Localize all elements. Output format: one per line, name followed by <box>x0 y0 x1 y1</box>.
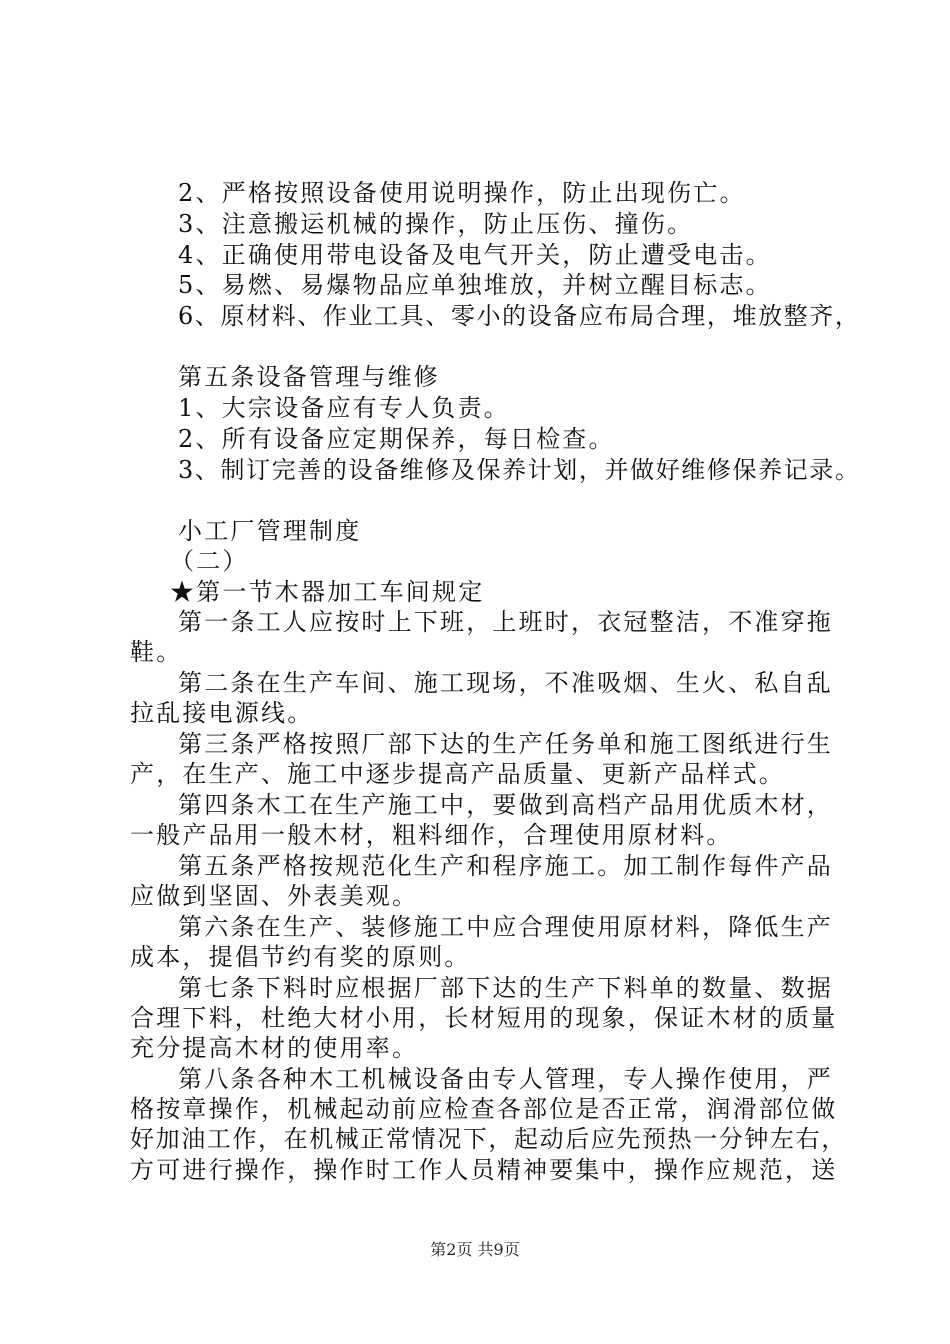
article-line: 成本，提倡节约有奖的原则。 <box>130 943 471 971</box>
article-line: 方可进行操作，操作时工作人员精神要集中，操作应规范，送 <box>130 1156 838 1184</box>
article-line: 鞋。 <box>130 638 183 666</box>
article-line: 第八条各种木工机械设备由专人管理，专人操作使用，严 <box>178 1065 833 1093</box>
article-line: 格按章操作，机械起动前应检查各部位是否正常，润滑部位做 <box>130 1095 838 1123</box>
article-line: 好加油工作，在机械正常情况下，起动后应先预热一分钟左右， <box>130 1125 847 1153</box>
article-line: 充分提高木材的使用率。 <box>130 1034 419 1062</box>
article-line: 第四条木工在生产施工中，要做到高档产品用优质木材， <box>178 791 833 819</box>
section-title: 第五条设备管理与维修 <box>178 363 440 391</box>
list-item: 1、大宗设备应有专人负责。 <box>178 394 510 422</box>
article-line: 第三条严格按照厂部下达的生产任务单和施工图纸进行生 <box>178 730 833 758</box>
list-item: 2、严格按照设备使用说明操作，防止出现伤亡。 <box>178 179 746 207</box>
article-line: 应做到坚固、外表美观。 <box>130 882 419 910</box>
section-heading: ★第一节木器加工车间规定 <box>170 578 485 606</box>
article-line: 第二条在生产车间、施工现场，不准吸烟、生火、私自乱 <box>178 669 833 697</box>
article-line: 第五条严格按规范化生产和程序施工。加工制作每件产品 <box>178 852 833 880</box>
article-line: 一般产品用一般木材，粗料细作，合理使用原材料。 <box>130 821 733 849</box>
list-item: 3、注意搬运机械的操作，防止压伤、撞伤。 <box>178 210 694 238</box>
list-item: 5、易燃、易爆物品应单独堆放，并树立醒目标志。 <box>178 271 772 299</box>
article-line: 拉乱接电源线。 <box>130 699 314 727</box>
page-number: 第2页 共9页 <box>430 1240 520 1259</box>
article-line: 合理下料，杜绝大材小用，长材短用的现象，保证木材的质量 <box>130 1004 838 1032</box>
list-item: 6、原材料、作业工具、零小的设备应布局合理，堆放整齐， <box>178 302 861 330</box>
article-line: 第一条工人应按时上下班，上班时，衣冠整洁，不准穿拖 <box>178 608 833 636</box>
list-item: 4、正确使用带电设备及电气开关，防止遭受电击。 <box>178 241 772 269</box>
article-line: 第七条下料时应根据厂部下达的生产下料单的数量、数据 <box>178 974 833 1002</box>
list-item: 2、所有设备应定期保养，每日检查。 <box>178 425 615 453</box>
document-title: 小工厂管理制度 <box>178 517 362 545</box>
list-item: 3、制订完善的设备维修及保养计划，并做好维修保养记录。 <box>178 456 861 484</box>
article-line: 第六条在生产、装修施工中应合理使用原材料，降低生产 <box>178 913 833 941</box>
document-subtitle: （二） <box>170 547 249 575</box>
article-line: 产，在生产、施工中逐步提高产品质量、更新产品样式。 <box>130 760 785 788</box>
